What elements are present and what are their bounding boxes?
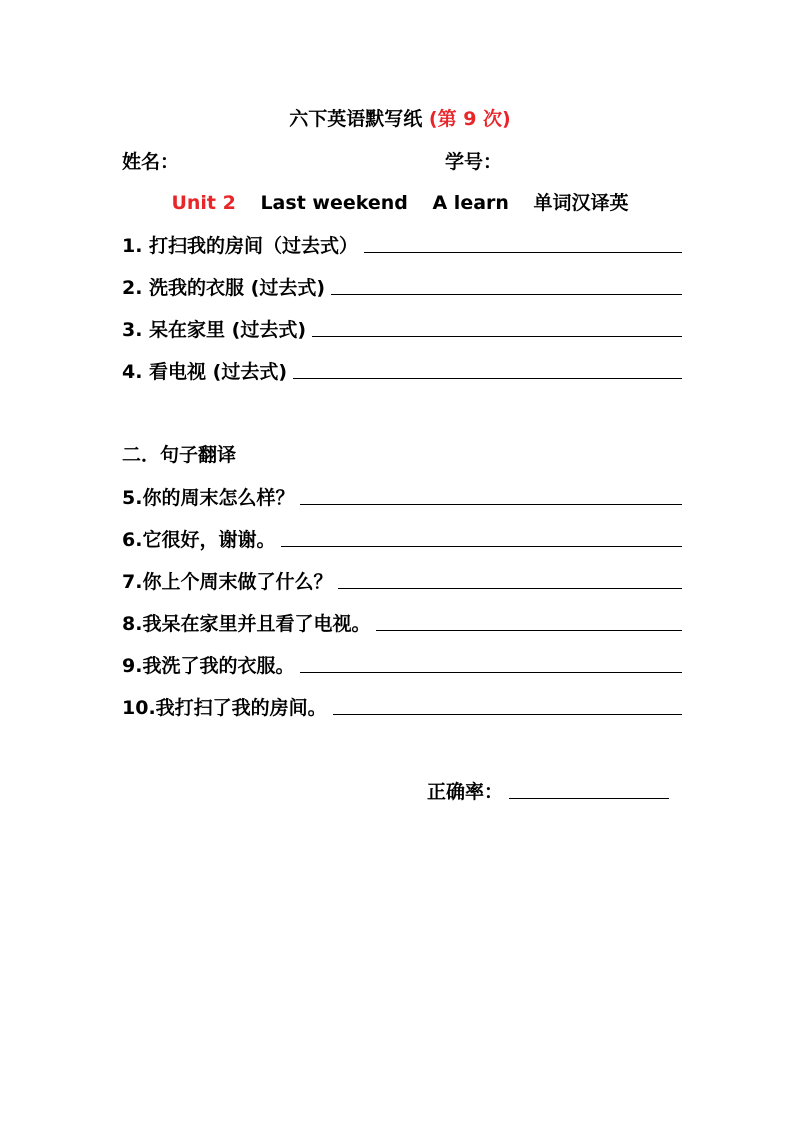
word-item-4 [122, 356, 682, 384]
task-label: 单词汉译英 [533, 192, 629, 214]
sentence-item-5 [122, 482, 682, 510]
word-item-2 [122, 272, 682, 300]
word-item-label: 4. 看电视 (过去式) [122, 361, 288, 383]
sentence-item-9 [122, 650, 682, 678]
answer-blank[interactable] [300, 671, 682, 673]
answer-blank[interactable] [293, 377, 682, 379]
answer-blank[interactable] [331, 293, 682, 295]
name-label: 姓名： [122, 151, 180, 173]
lesson-part: A learn [432, 192, 509, 214]
sentence-item-6 [122, 524, 682, 552]
word-item-label: 2. 洗我的衣服 (过去式) [122, 277, 326, 299]
word-item-1 [122, 230, 682, 258]
section-2-title: 二．句子翻译 [122, 444, 237, 466]
sentence-item-label: 9.我洗了我的衣服。 [122, 655, 295, 677]
answer-blank[interactable] [376, 629, 682, 631]
sentence-item-label: 10.我打扫了我的房间。 [122, 697, 327, 719]
sentence-item-7 [122, 566, 682, 594]
unit-label: Unit 2 [171, 192, 236, 214]
accuracy-label: 正确率： [427, 781, 504, 803]
worksheet-title [0, 104, 800, 131]
sentence-item-label: 8.我呆在家里并且看了电视。 [122, 613, 371, 635]
sentence-item-label: 7.你上个周末做了什么？ [122, 571, 333, 593]
answer-blank[interactable] [333, 713, 682, 715]
word-item-3 [122, 314, 682, 342]
word-item-label: 1. 打扫我的房间（过去式） [122, 235, 359, 257]
session-number: (第 9 次) [428, 108, 511, 130]
sentence-item-10 [122, 692, 682, 720]
student-info-row [122, 147, 682, 173]
sentence-item-8 [122, 608, 682, 636]
answer-blank[interactable] [312, 335, 682, 337]
word-item-label: 3. 呆在家里 (过去式) [122, 319, 307, 341]
student-id-label: 学号： [445, 151, 503, 173]
answer-blank[interactable] [364, 251, 682, 253]
accuracy-blank[interactable] [509, 797, 669, 799]
accuracy-row [427, 776, 677, 804]
title-text: 六下英语默写纸 [289, 108, 423, 130]
unit-heading [0, 188, 800, 215]
answer-blank[interactable] [300, 503, 682, 505]
sentence-item-label: 5.你的周末怎么样？ [122, 487, 295, 509]
lesson-title: Last weekend [260, 192, 408, 214]
sentence-item-label: 6.它很好，谢谢。 [122, 529, 276, 551]
answer-blank[interactable] [281, 545, 682, 547]
answer-blank[interactable] [338, 587, 682, 589]
